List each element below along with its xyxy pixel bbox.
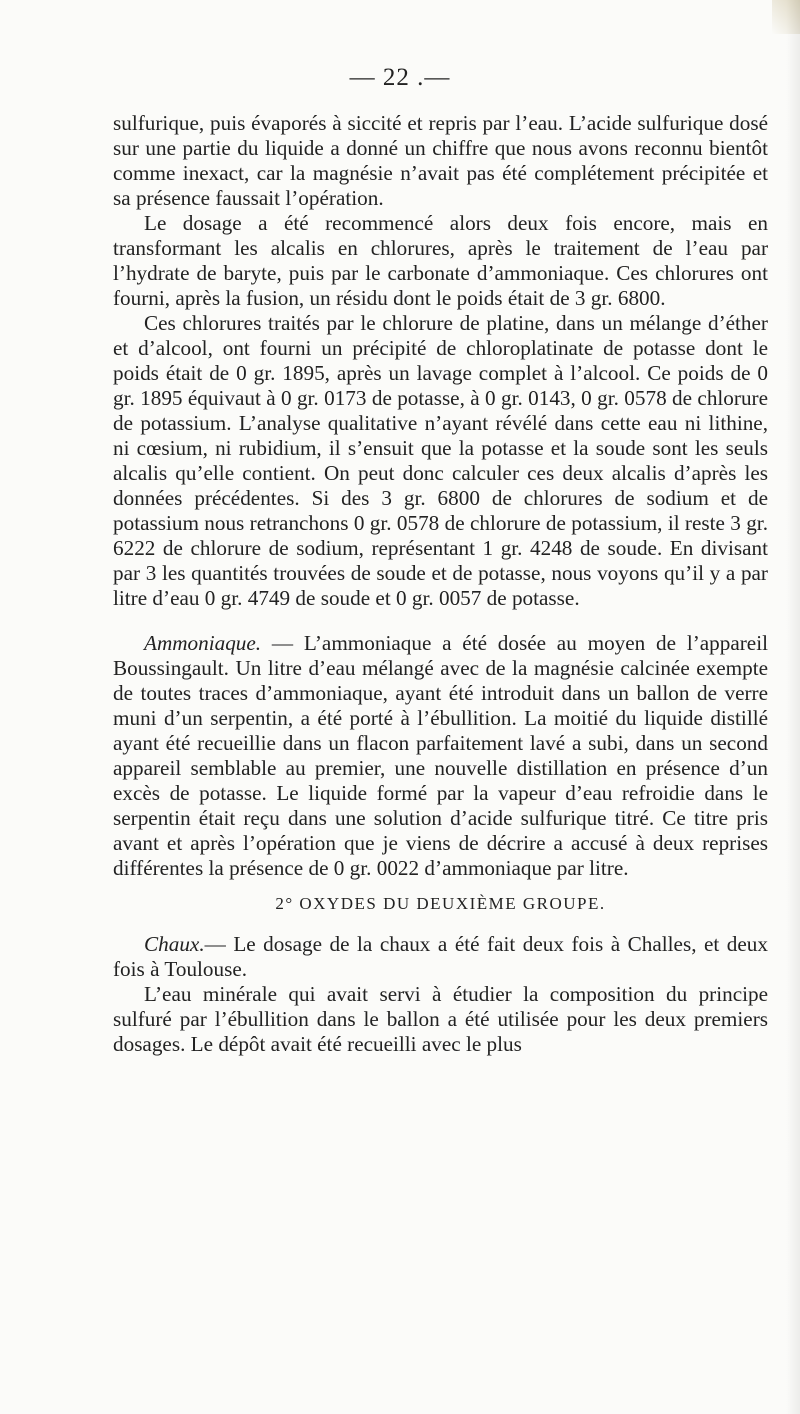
paragraph-spacer: [113, 611, 768, 631]
ammoniaque-title: Ammoniaque.: [144, 631, 262, 655]
paragraph-chlorures-platine: Ces chlorures traités par le chlorure de platine, dans un mélange d’éther et d’alcool, ont fourni un précipité de chloroplatinate de potasse dont le poids était de 0 gr. 1895, après un lavage complet à l’alcool. Ce poids de 0 gr. 1895 équivaut à 0 gr. 0173 de potasse, à 0 gr. 0143, 0 gr. 0578 de chlorure de potassium. L’analyse qualitative n’ayant révélé dans cette eau ni lithine, ni cœsium, ni rubidium, il s’ensuit que la potasse et la soude sont les seuls alcalis qu’elle contient. On peut donc calculer ces deux alcalis d’après les données précédentes. Si des 3 gr. 6800 de chlorures de sodium et de potassium nous retranchons 0 gr. 0578 de chlorure de potassium, il reste 3 gr. 6222 de chlorure de sodium, représentant 1 gr. 4248 de soude. En divisant par 3 les quantités trouvées de soude et de potasse, nous voyons qu’il y a par litre d’eau 0 gr. 4749 de soude et 0 gr. 0057 de potasse.: [113, 311, 768, 610]
paragraph-ammoniaque: [113, 631, 768, 881]
body-text: [113, 111, 768, 1057]
page-edge-shadow: [786, 0, 800, 1414]
chaux-text: — Le dosage de la chaux a été fait deux fois à Challes, et deux fois à Toulouse.: [113, 932, 768, 981]
page-number: — 22 .—: [349, 64, 451, 91]
paragraph-continuation: sulfurique, puis évaporés à siccité et repris par l’eau. L’acide sulfurique dosé sur une partie du liquide a donné un chiffre que nous avons reconnu bientôt comme inexact, car la magnésie n’avait pas été complétement précipitée et sa présence faussait l’opération.: [113, 111, 768, 210]
paragraph-eau-minerale: L’eau minérale qui avait servi à étudier la composition du principe sulfuré par l’ébullition dans le ballon a été utilisée pour les deux premiers dosages. Le dépôt avait été recueilli avec le plus: [113, 982, 768, 1056]
ammoniaque-text: — L’ammoniaque a été dosée au moyen de l’appareil Boussingault. Un litre d’eau mélangé avec de la magnésie calcinée exempte de toutes traces d’ammoniaque, ayant été introduit dans un ballon de verre muni d’un serpentin, a été porté à l’ébullition. La moitié du liquide distillé ayant été recueillie dans un flacon parfaitement lavé a subi, dans un second appareil semblable au premier, une nouvelle distillation en présence d’un excès de potasse. Le liquide formé par la vapeur d’eau refroidie dans le serpentin était reçu dans une solution d’acide sulfurique titré. Ce titre pris avant et après l’opération que je viens de décrire a accusé à deux reprises différentes la présence de 0 gr. 0022 d’ammoniaque par litre.: [113, 631, 768, 880]
paragraph-chaux: [113, 932, 768, 982]
section-heading: 2° OXYDES DU DEUXIÈME GROUPE.: [275, 894, 606, 913]
paragraph-dosage-alcalis: Le dosage a été recommencé alors deux fois encore, mais en transformant les alcalis en chlorures, après le traitement de l’eau par l’hydrate de baryte, puis par le carbonate d’ammoniaque. Ces chlorures ont fourni, après la fusion, un résidu dont le poids était de 3 gr. 6800.: [113, 211, 768, 310]
chaux-title: Chaux.: [144, 932, 205, 956]
